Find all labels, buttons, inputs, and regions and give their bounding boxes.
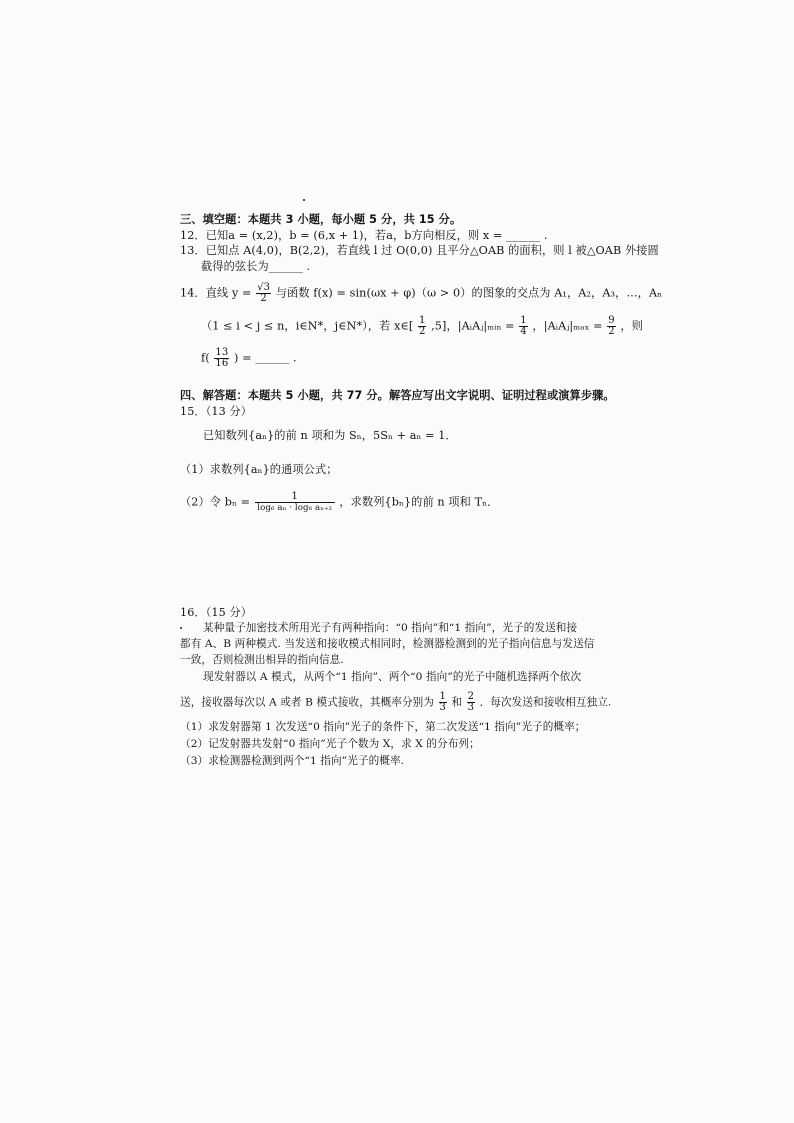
question-15-title: 15．（13 分） — [180, 405, 253, 418]
q16-p2-and: 和 — [451, 696, 463, 709]
scan-speck — [303, 199, 305, 201]
q14-line2-c: ，|AᵢAⱼ|ₘₐₓ = — [532, 319, 603, 333]
question-16-part1: （1）求发射器第 1 次发送“0 指向”光子的条件下，第二次发送“1 指向”光子的概率； — [180, 721, 586, 733]
q14-line2-d: ，则 — [620, 319, 643, 333]
question-16-para2-line2 — [180, 692, 611, 713]
question-16-para1-line1: 某种量子加密技术所用光子有两种指向：“0 指向”和“1 指向”，光子的发送和接 — [203, 622, 578, 634]
question-16-part3: （3）求检测器检测到两个“1 指向”光子的概率. — [180, 755, 405, 767]
q16-two-thirds — [467, 692, 475, 713]
scan-speck — [180, 627, 182, 629]
question-14-line2 — [201, 316, 643, 337]
frac-denominator: 4 — [520, 326, 527, 337]
q14-line2-b: ,5]，|AᵢAⱼ|ₘᵢₙ = — [431, 319, 515, 333]
q14-quarter — [519, 316, 527, 337]
frac-numerator: 9 — [608, 315, 615, 326]
frac-numerator: 1 — [419, 315, 426, 326]
question-16-para1-line2: 都有 A、B 两种模式. 当发送和接收模式相同时，检测器检测到的光子指向信息与发送信 — [180, 638, 595, 650]
frac-denominator: 2 — [419, 326, 426, 337]
q14-line3-a: f( — [201, 351, 210, 365]
question-12: 12．已知a = (x,2)，b = (6,x + 1)，若a，b方向相反，则 x = ______ . — [180, 229, 548, 242]
frac-denominator: 16 — [215, 358, 229, 369]
question-13-line1: 13．已知点 A(4,0)，B(2,2)，若直线 l 过 O(0,0) 且平分△OAB 的面积，则 l 被△OAB 外接圆 — [180, 244, 659, 257]
question-15-part1: （1）求数列{aₙ}的通项公式； — [180, 463, 338, 476]
frac-denominator: 2 — [608, 326, 615, 337]
q14-nine-halves — [607, 316, 615, 337]
frac-numerator: √3 — [257, 282, 271, 293]
frac-numerator: 1 — [439, 691, 447, 702]
q15-part2-b: ，求数列{bₙ}的前 n 项和 Tₙ． — [339, 495, 499, 509]
frac-numerator: 1 — [255, 492, 335, 503]
q14-13-over-16 — [214, 348, 229, 369]
frac-numerator: 1 — [520, 315, 527, 326]
section3-header: 三、填空题：本题共 3 小题，每小题 5 分，共 15 分。 — [180, 213, 462, 226]
frac-numerator: 2 — [467, 691, 475, 702]
q14-half — [418, 316, 426, 337]
question-13-line2: 截得的弦长为______ . — [201, 260, 311, 273]
q15-bn-fraction — [255, 492, 335, 513]
q14-line3-b: ) = ______ . — [233, 351, 297, 365]
q16-p2-a: 送，接收器每次以 A 或者 B 模式接收，其概率分别为 — [180, 696, 435, 709]
frac-denominator: 2 — [260, 293, 267, 304]
q15-part2-a: （2）令 bₙ = — [180, 495, 251, 509]
question-14-line3 — [201, 348, 297, 369]
q16-one-third — [439, 692, 447, 713]
question-15-stem: 已知数列{aₙ}的前 n 项和为 Sₙ，5Sₙ + aₙ = 1． — [203, 429, 457, 442]
question-16-para2-line1: 现发射器以 A 模式，从两个“1 指向”、两个“0 指向”的光子中随机选择两个依次 — [203, 671, 582, 683]
q16-p2-b: ．每次发送和接收相互独立. — [479, 696, 612, 709]
question-15-part2 — [180, 492, 498, 513]
question-16-part2: （2）记发射器共发射“0 指向”光子个数为 X，求 X 的分布列； — [180, 738, 480, 750]
q14-rest: 与函数 f(x) = sin(ωx + φ)（ω > 0）的图象的交点为 A₁，A₂，A₃，…，Aₙ — [275, 286, 663, 300]
q14-prefix: 14．直线 y = — [180, 286, 252, 300]
q14-sqrt3-over-2 — [256, 283, 271, 304]
frac-denominator: log₆ aₙ · log₆ aₙ₊₂ — [257, 503, 333, 513]
frac-denominator: 3 — [439, 702, 447, 713]
question-16-para1-line3: 一致，否则检测出相异的指向信息. — [180, 654, 344, 666]
q14-line2-a: （1 ≤ i < j ≤ n，i∈N*，j∈N*），若 x∈[ — [201, 319, 414, 333]
section4-header: 四、解答题：本题共 5 小题，共 77 分。解答应写出文字说明、证明过程或演算步骤。 — [180, 389, 615, 402]
question-16-title: 16．（15 分） — [180, 606, 253, 619]
question-14-line1 — [180, 283, 662, 304]
frac-numerator: 13 — [215, 347, 229, 358]
frac-denominator: 3 — [467, 702, 475, 713]
